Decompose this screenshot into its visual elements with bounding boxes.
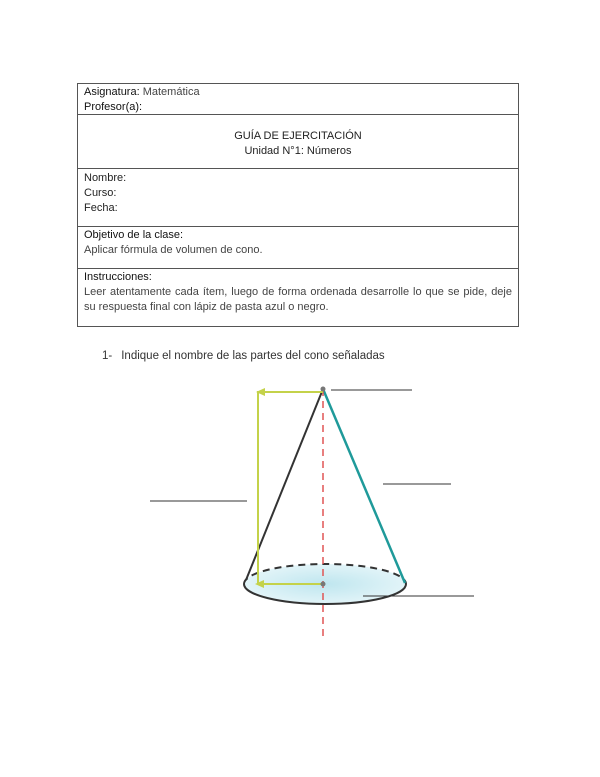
instructions-label: Instrucciones: (84, 271, 152, 283)
subject-value: Matemática (142, 86, 200, 98)
unit-title: Unidad N°1: Números (244, 145, 352, 157)
question-number: 1- (102, 350, 113, 362)
objective-text: Aplicar fórmula de volumen de cono. (84, 244, 263, 256)
subject-label: Asignatura: (84, 86, 140, 98)
objective-label: Objetivo de la clase: (84, 229, 184, 241)
course-label: Curso: (84, 187, 117, 199)
date-label: Fecha: (84, 202, 118, 214)
generatrix-line (323, 389, 405, 583)
question-text: Indique el nombre de las partes del cono señaladas (121, 350, 385, 362)
vertex-point (321, 387, 326, 392)
instructions-text: Leer atentamente cada ítem, luego de forma ordenada desarrolle lo que se pide, deje su respuesta final con lápiz de pasta azul o negro. (84, 286, 512, 313)
teacher-label: Profesor(a): (84, 101, 143, 113)
guide-title: GUÍA DE EJERCITACIÓN (234, 130, 362, 142)
height-bracket (258, 392, 323, 584)
name-label: Nombre: (84, 172, 127, 184)
center-point (321, 582, 326, 587)
